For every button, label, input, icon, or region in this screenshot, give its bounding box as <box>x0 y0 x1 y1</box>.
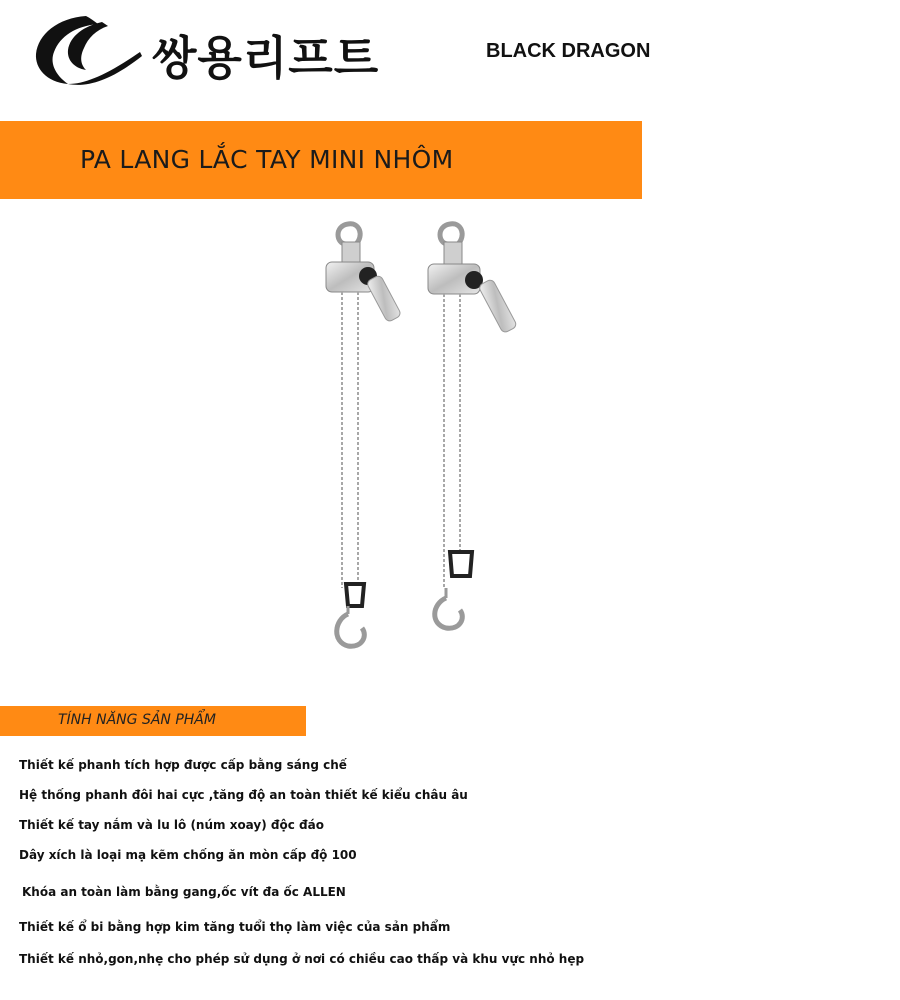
dragon-swoosh-logo-icon <box>28 12 146 88</box>
hoist-right <box>428 224 517 628</box>
feature-item: Dây xích là loại mạ kẽm chống ăn mòn cấp độ 100 <box>19 848 357 862</box>
feature-item: Thiết kế ổ bi bằng hợp kim tăng tuổi thọ làm việc của sản phẩm <box>19 920 451 934</box>
product-title: PA LANG LẮC TAY MINI NHÔM <box>80 145 454 174</box>
feature-item: Thiết kế phanh tích hợp được cấp bằng sáng chế <box>19 758 347 772</box>
brand-korean-name: 쌍용리프트 <box>152 31 380 85</box>
brand-english-name: BLACK DRAGON <box>486 40 651 62</box>
feature-item: Khóa an toàn làm bằng gang,ốc vít đa ốc ALLEN <box>22 885 346 899</box>
hoist-left <box>326 224 402 646</box>
features-heading: TÍNH NĂNG SẢN PHẨM <box>58 712 216 728</box>
feature-item: Hệ thống phanh đôi hai cực ,tăng độ an toàn thiết kế kiểu châu âu <box>19 788 468 802</box>
lever-hoist-image <box>318 218 538 654</box>
feature-item: Thiết kế nhỏ,gon,nhẹ cho phép sử dụng ở nơi có chiều cao thấp và khu vực nhỏ hẹp <box>19 952 585 966</box>
feature-item: Thiết kế tay nắm và lu lô (núm xoay) độc đáo <box>19 818 324 832</box>
